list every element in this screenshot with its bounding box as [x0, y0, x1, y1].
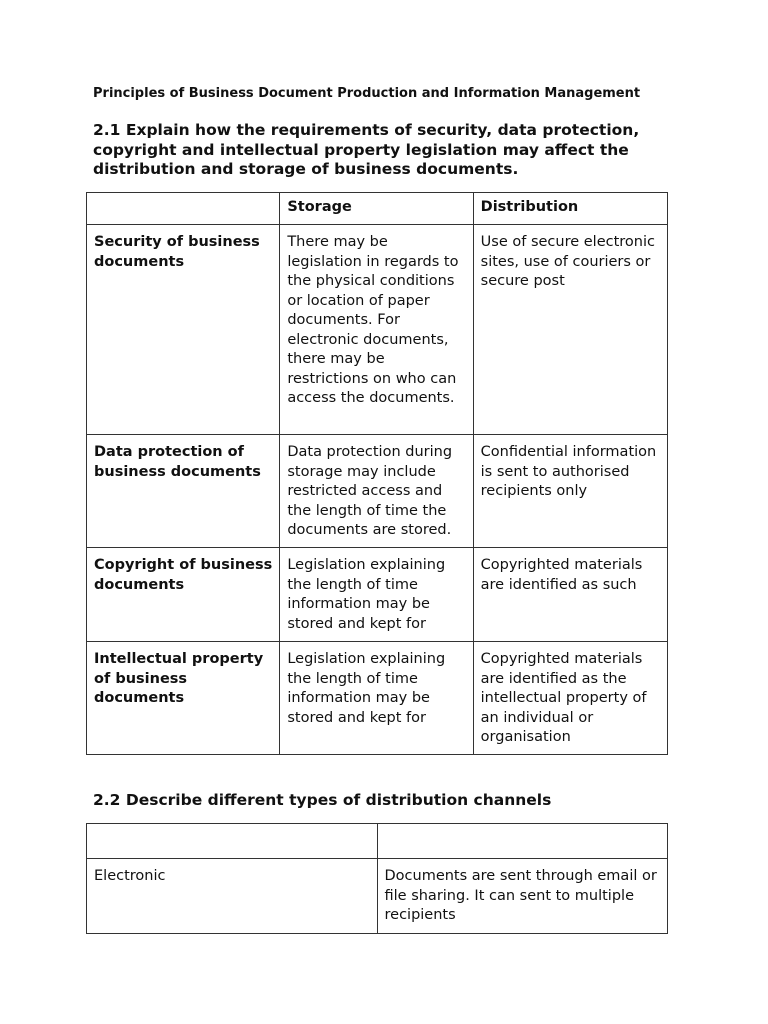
question-2-2-heading: 2.2 Describe different types of distribution channels	[93, 791, 552, 809]
header-cell-distribution: Distribution	[473, 193, 667, 225]
table-row	[87, 225, 668, 435]
header-cell-storage: Storage	[280, 193, 473, 225]
channel-cell: Electronic	[87, 859, 378, 934]
description-cell: Documents are sent through email or file sharing. It can sent to multiple recipients	[377, 859, 668, 934]
row-label: Security of business documents	[87, 225, 280, 435]
header-cell-empty	[377, 824, 668, 859]
header-cell-empty	[87, 193, 280, 225]
table-row	[87, 859, 668, 934]
table-header-row	[87, 824, 668, 859]
row-label: Copyright of business documents	[87, 548, 280, 642]
storage-cell: Legislation explaining the length of time information may be stored and kept for	[280, 548, 473, 642]
distribution-cell: Copyrighted materials are identified as such	[473, 548, 667, 642]
storage-cell: There may be legislation in regards to the physical conditions or location of paper documents. For electronic documents, there may be restrictions on who can access the documents.	[280, 225, 473, 435]
table-header-row	[87, 193, 668, 225]
question-2-1-heading: 2.1 Explain how the requirements of security, data protection, copyright and intellectual property legislation may affect the distribution and storage of business documents.	[93, 121, 640, 178]
storage-cell: Data protection during storage may include restricted access and the length of time the documents are stored.	[280, 435, 473, 548]
row-label: Data protection of business documents	[87, 435, 280, 548]
storage-cell: Legislation explaining the length of time information may be stored and kept for	[280, 642, 473, 755]
table-row	[87, 642, 668, 755]
row-label: Intellectual property of business documents	[87, 642, 280, 755]
distribution-cell: Copyrighted materials are identified as the intellectual property of an individual or organisation	[473, 642, 667, 755]
table-row	[87, 435, 668, 548]
document-title: Principles of Business Document Production and Information Management	[93, 86, 641, 101]
distribution-cell: Use of secure electronic sites, use of couriers or secure post	[473, 225, 667, 435]
distribution-channels-table	[86, 823, 668, 934]
distribution-cell: Confidential information is sent to authorised recipients only	[473, 435, 667, 548]
header-cell-empty	[87, 824, 378, 859]
legislation-table	[86, 192, 668, 755]
table-row	[87, 548, 668, 642]
